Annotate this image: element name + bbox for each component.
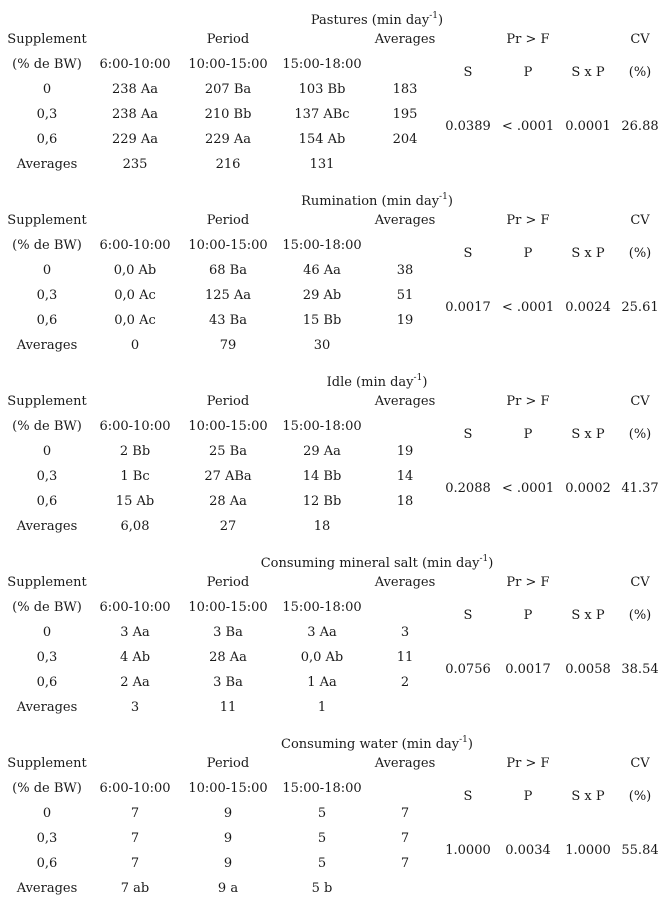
header-unit: (% de BW) [12, 419, 82, 434]
header-s: S [463, 246, 473, 261]
averages-period-2: 216 [215, 157, 241, 172]
header-period-2: 10:00-15:00 [188, 57, 268, 72]
section-title-exponent: -1 [439, 192, 448, 202]
stat-p: < .0001 [501, 119, 555, 134]
header-cv: CV [630, 213, 650, 228]
header-p: P [523, 608, 533, 623]
row-period-2: 25 Ba [209, 444, 247, 459]
table-section [0, 724, 669, 905]
header-pct: (%) [628, 65, 652, 80]
stat-p: 0.0034 [505, 843, 551, 858]
header-cv: CV [630, 756, 650, 771]
row-supplement: 0,3 [36, 650, 58, 665]
header-period: Period [206, 213, 250, 228]
section-title [0, 551, 669, 572]
row-supplement: 0 [42, 625, 52, 640]
row-period-1: 4 Ab [119, 650, 151, 665]
header-pct: (%) [628, 246, 652, 261]
section-title-text: Consuming mineral salt (min day [260, 556, 480, 571]
header-period-2: 10:00-15:00 [188, 600, 268, 615]
row-period-3: 3 Aa [307, 625, 337, 640]
row-average: 3 [400, 625, 410, 640]
header-unit: (% de BW) [12, 600, 82, 615]
row-period-3: 12 Bb [302, 494, 342, 509]
row-period-1: 0,0 Ac [114, 313, 156, 328]
row-supplement: 0 [42, 82, 52, 97]
stat-sxp: 0.0058 [565, 662, 611, 677]
header-period-3: 15:00-18:00 [282, 238, 362, 253]
stat-s: 0.0756 [445, 662, 491, 677]
row-period-3: 5 [317, 856, 327, 871]
row-supplement: 0 [42, 806, 52, 821]
row-period-3: 1 Aa [307, 675, 337, 690]
header-period-3: 15:00-18:00 [282, 57, 362, 72]
header-s: S [463, 789, 473, 804]
header-p: P [523, 65, 533, 80]
row-supplement: 0 [42, 444, 52, 459]
row-period-1: 2 Aa [120, 675, 150, 690]
header-prf: Pr > F [506, 394, 550, 409]
header-p: P [523, 427, 533, 442]
table-section [0, 362, 669, 543]
row-period-1: 238 Aa [111, 82, 159, 97]
row-supplement: 0,6 [36, 313, 58, 328]
averages-period-3: 5 b [311, 881, 333, 896]
header-averages: Averages [374, 213, 436, 228]
row-period-3: 0,0 Ab [300, 650, 344, 665]
row-period-2: 3 Ba [213, 675, 243, 690]
row-supplement: 0,6 [36, 132, 58, 147]
stat-p: < .0001 [501, 300, 555, 315]
row-period-2: 28 Aa [209, 494, 247, 509]
averages-period-3: 18 [313, 519, 331, 534]
row-average: 183 [392, 82, 418, 97]
header-prf: Pr > F [506, 32, 550, 47]
header-period-3: 15:00-18:00 [282, 781, 362, 796]
section-title [0, 370, 669, 391]
stat-sxp: 0.0001 [565, 119, 611, 134]
row-average: 7 [400, 806, 410, 821]
row-period-1: 7 [130, 831, 140, 846]
header-period-3: 15:00-18:00 [282, 600, 362, 615]
header-s: S [463, 427, 473, 442]
section-title-text: Idle (min day [326, 375, 414, 390]
stat-cv: 38.54 [621, 662, 659, 677]
section-title-exponent: -1 [479, 554, 489, 564]
header-period-1: 6:00-10:00 [99, 600, 171, 615]
section-title-text: Consuming water (min day [281, 737, 460, 752]
averages-label: Averages [16, 700, 78, 715]
stat-s: 0.0017 [445, 300, 491, 315]
header-period-2: 10:00-15:00 [188, 781, 268, 796]
header-p: P [523, 246, 533, 261]
row-period-3: 14 Bb [302, 469, 342, 484]
row-average: 38 [396, 263, 414, 278]
header-period-2: 10:00-15:00 [188, 238, 268, 253]
row-period-3: 29 Aa [303, 444, 341, 459]
stat-cv: 25.61 [621, 300, 659, 315]
row-supplement: 0,3 [36, 107, 58, 122]
row-period-2: 125 Aa [204, 288, 252, 303]
section-title-close: ) [467, 737, 473, 752]
stat-sxp: 0.0002 [565, 481, 611, 496]
header-s: S [463, 608, 473, 623]
section-title-exponent: -1 [459, 735, 468, 745]
row-supplement: 0,6 [36, 856, 58, 871]
header-sxp: S x P [571, 65, 605, 80]
row-period-2: 43 Ba [209, 313, 247, 328]
row-period-1: 1 Bc [120, 469, 150, 484]
header-cv: CV [630, 575, 650, 590]
row-period-3: 15 Bb [302, 313, 342, 328]
stat-cv: 26.88 [621, 119, 659, 134]
section-title-close: ) [488, 556, 494, 571]
row-period-3: 46 Aa [303, 263, 341, 278]
section-title-text: Pastures (min day [310, 13, 430, 28]
row-period-1: 7 [130, 856, 140, 871]
averages-period-3: 131 [309, 157, 335, 172]
averages-period-1: 0 [130, 338, 140, 353]
header-period-3: 15:00-18:00 [282, 419, 362, 434]
header-cv: CV [630, 32, 650, 47]
row-average: 19 [396, 444, 414, 459]
header-averages: Averages [374, 756, 436, 771]
section-title-close: ) [422, 375, 428, 390]
header-prf: Pr > F [506, 213, 550, 228]
section-title-close: ) [438, 13, 444, 28]
row-period-2: 9 [223, 806, 233, 821]
header-p: P [523, 789, 533, 804]
header-sxp: S x P [571, 427, 605, 442]
header-period-2: 10:00-15:00 [188, 419, 268, 434]
header-s: S [463, 65, 473, 80]
averages-period-1: 6,08 [120, 519, 150, 534]
row-period-2: 28 Aa [209, 650, 247, 665]
header-supplement: Supplement [7, 575, 87, 590]
row-period-1: 2 Bb [119, 444, 151, 459]
row-supplement: 0,6 [36, 494, 58, 509]
row-period-1: 0,0 Ab [113, 263, 157, 278]
row-period-1: 229 Aa [111, 132, 159, 147]
row-period-3: 29 Ab [302, 288, 342, 303]
row-period-3: 5 [317, 831, 327, 846]
header-prf: Pr > F [506, 575, 550, 590]
section-title [0, 8, 669, 29]
averages-label: Averages [16, 519, 78, 534]
header-supplement: Supplement [7, 32, 87, 47]
stat-p: < .0001 [501, 481, 555, 496]
row-period-3: 154 Ab [298, 132, 346, 147]
row-average: 195 [392, 107, 418, 122]
row-period-3: 103 Bb [298, 82, 346, 97]
averages-label: Averages [16, 881, 78, 896]
row-period-1: 3 Aa [120, 625, 150, 640]
row-average: 14 [396, 469, 414, 484]
averages-period-3: 1 [317, 700, 327, 715]
row-supplement: 0,3 [36, 469, 58, 484]
averages-period-2: 79 [219, 338, 237, 353]
table-section [0, 543, 669, 724]
row-period-2: 9 [223, 856, 233, 871]
averages-period-1: 235 [122, 157, 148, 172]
row-supplement: 0,3 [36, 831, 58, 846]
row-period-2: 207 Ba [204, 82, 252, 97]
row-period-1: 7 [130, 806, 140, 821]
header-unit: (% de BW) [12, 238, 82, 253]
row-period-1: 238 Aa [111, 107, 159, 122]
row-period-2: 229 Aa [204, 132, 252, 147]
row-average: 11 [396, 650, 414, 665]
row-period-2: 27 ABa [204, 469, 252, 484]
header-pct: (%) [628, 427, 652, 442]
stat-cv: 41.37 [621, 481, 659, 496]
header-pct: (%) [628, 789, 652, 804]
header-averages: Averages [374, 575, 436, 590]
stat-cv: 55.84 [621, 843, 659, 858]
section-title-close: ) [447, 194, 453, 209]
section-title-text: Rumination (min day [301, 194, 440, 209]
section-title [0, 189, 669, 210]
header-unit: (% de BW) [12, 57, 82, 72]
header-period: Period [206, 32, 250, 47]
row-average: 7 [400, 856, 410, 871]
header-averages: Averages [374, 32, 436, 47]
row-average: 19 [396, 313, 414, 328]
row-supplement: 0,3 [36, 288, 58, 303]
stat-s: 1.0000 [445, 843, 491, 858]
section-title [0, 732, 669, 753]
header-supplement: Supplement [7, 394, 87, 409]
row-average: 204 [392, 132, 418, 147]
averages-label: Averages [16, 338, 78, 353]
header-sxp: S x P [571, 246, 605, 261]
row-period-2: 3 Ba [213, 625, 243, 640]
section-title-exponent: -1 [413, 373, 423, 383]
table-section [0, 0, 669, 181]
header-period-1: 6:00-10:00 [99, 419, 171, 434]
row-supplement: 0,6 [36, 675, 58, 690]
header-period-1: 6:00-10:00 [99, 781, 171, 796]
header-period-1: 6:00-10:00 [99, 57, 171, 72]
header-supplement: Supplement [7, 213, 87, 228]
row-period-2: 210 Bb [204, 107, 252, 122]
table-section [0, 181, 669, 362]
stat-p: 0.0017 [505, 662, 551, 677]
header-pct: (%) [628, 608, 652, 623]
header-supplement: Supplement [7, 756, 87, 771]
averages-period-2: 9 a [217, 881, 239, 896]
header-cv: CV [630, 394, 650, 409]
stat-s: 0.0389 [445, 119, 491, 134]
header-period-1: 6:00-10:00 [99, 238, 171, 253]
row-period-2: 9 [223, 831, 233, 846]
header-unit: (% de BW) [12, 781, 82, 796]
header-averages: Averages [374, 394, 436, 409]
row-average: 7 [400, 831, 410, 846]
averages-label: Averages [16, 157, 78, 172]
averages-period-2: 11 [219, 700, 237, 715]
header-sxp: S x P [571, 789, 605, 804]
stat-s: 0.2088 [445, 481, 491, 496]
header-sxp: S x P [571, 608, 605, 623]
stat-sxp: 0.0024 [565, 300, 611, 315]
header-period: Period [206, 394, 250, 409]
averages-period-3: 30 [313, 338, 331, 353]
row-period-2: 68 Ba [209, 263, 247, 278]
averages-period-2: 27 [219, 519, 237, 534]
header-period: Period [206, 575, 250, 590]
row-period-3: 137 ABc [294, 107, 350, 122]
row-average: 2 [400, 675, 410, 690]
averages-period-1: 7 ab [120, 881, 150, 896]
header-prf: Pr > F [506, 756, 550, 771]
row-period-1: 15 Ab [115, 494, 155, 509]
header-period: Period [206, 756, 250, 771]
row-average: 51 [396, 288, 414, 303]
row-period-3: 5 [317, 806, 327, 821]
row-average: 18 [396, 494, 414, 509]
row-supplement: 0 [42, 263, 52, 278]
averages-period-1: 3 [130, 700, 140, 715]
row-period-1: 0,0 Ac [114, 288, 156, 303]
section-title-exponent: -1 [429, 11, 439, 21]
stat-sxp: 1.0000 [565, 843, 611, 858]
